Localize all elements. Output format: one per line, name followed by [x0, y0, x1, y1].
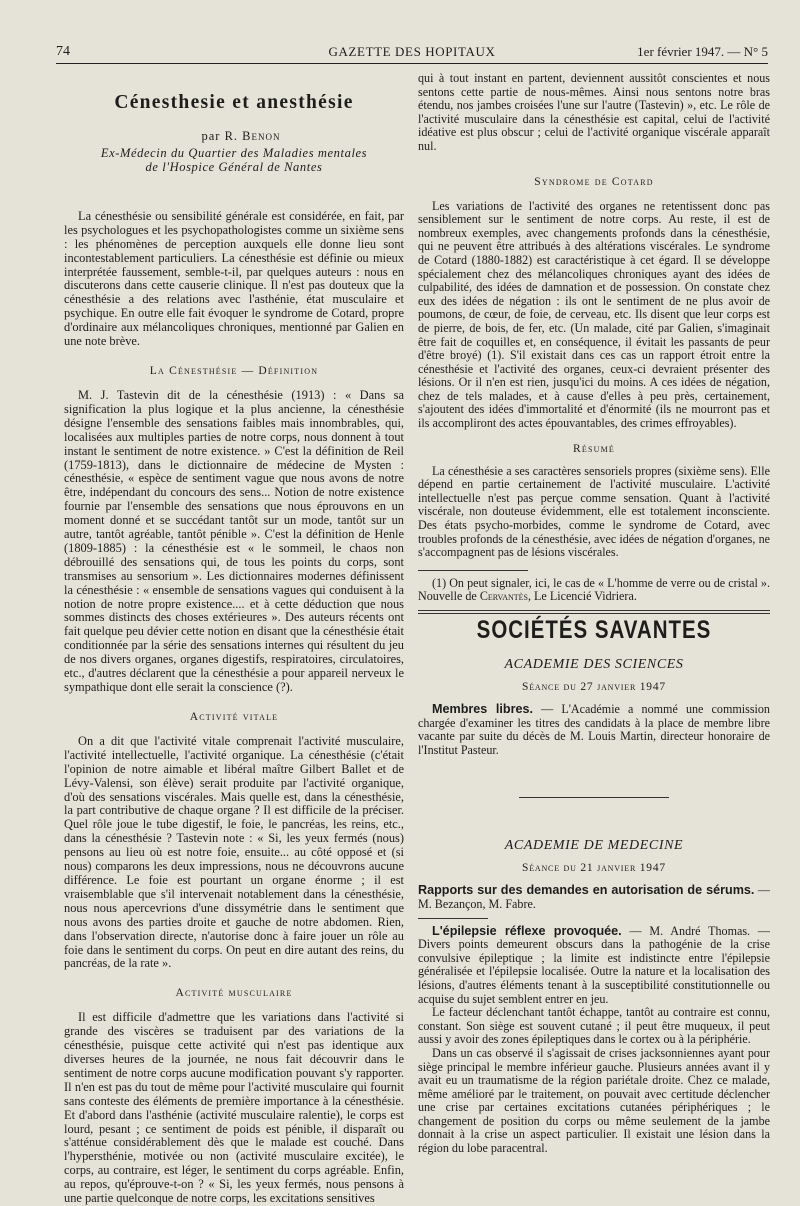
page-number: 74 [56, 44, 70, 59]
section-heading-muscular-activity: Activité musculaire [175, 987, 293, 1000]
author-name: Benon [242, 129, 281, 143]
muscular-activity-paragraph: Il est difficile d'admettre que les variations dans l'activité si grande des viscères se traduisent par des variations de la cénesthésie, puisque cette activité qui n'est pas identique aux diverses heures de la journée, ne nous fait découvrir dans le sentiment de notre corps aucune modification pouvant s'y rapporter. Il n'en est pas du tout de même pour l'activité musculaire qui fournit sans conteste des éléments de première importance à la cénesthésie. Et d'abord dans l'asthénie (activité musculaire ralentie), le corps est lourd, pesant ; ce sentiment de poids est pénible, il disparaît ou s'atténue considérablement dès que le malade est couché. Dans l'hypersthénie, motivée ou non (activité musculaire excitée), le corps, au contraire, est léger, le sentiment du corps agréable. Enfin, au repos, qu'éprouve-t-on ? « Si, les yeux fermés, nous pensons à une partie quelconque de notre corps, les excitations sensitives [64, 1010, 404, 1206]
section-heading-definition: La Cénesthésie — Définition [149, 364, 319, 377]
epilepsie-lead: L'épilepsie réflexe provoquée. [432, 923, 622, 938]
section-divider [519, 797, 669, 798]
section-heading-cotard: Syndrome de Cotard [534, 175, 654, 188]
rapports-lead: Rapports sur des demandes en autorisation de sérums. [418, 883, 755, 898]
rapports-text: — M. Bezançon, M. Fabre. [418, 883, 770, 911]
footnote-text: (1) On peut signaler, ici, le cas de « L'homme de verre ou de cristal ». Nouvelle de [418, 575, 770, 604]
footnote-rule [418, 570, 528, 571]
header-rule [56, 63, 768, 64]
medecine-session-date: Séance du 21 janvier 1947 [522, 862, 666, 875]
sciences-paragraph [418, 703, 770, 757]
section-heading-vital-activity: Activité vitale [189, 710, 279, 723]
author-affiliation [64, 146, 404, 174]
summary-paragraph: La cénesthésie a ses caractères sensoriels propres (sixième sens). Elle dépend en partie certainement de l'activité musculaire. L'activité intellectuelle n'est pas perçue comme sensation. Quant à l'activité viscérale, non douteuse évidemment, elle est totalement inconsciente. Des états psycho-morbides, comme le syndrome de Cotard, avec troubles profonds de la cénesthésie, avec idées de négation d'organes, ne s'accompagnent pas de lésions viscérales. [418, 463, 770, 560]
academy-sciences-title: ACADEMIE DES SCIENCES [504, 657, 684, 672]
continued-paragraph: qui à tout instant en partent, deviennent aussitôt conscientes et nous sentons cette partie de nous-mêmes. Ainsi nous sentons notre bras étendu, nos jambes croisées l'une sur l'autre (Tastevin) », etc. Le rôle de l'activité musculaire dans la cénesthésie est capital, celui de l'activité idéative est plus obscur ; celui de l'activité organique viscérale apparaît nul. [418, 71, 770, 153]
definition-paragraph: M. J. Tastevin dit de la cénesthésie (1913) : « Dans sa signification la plus logique et la plus ancienne, la cénesthésie désigne l'ensemble des sensations faibles mais innombrables, qui, localisées aux multiples parties de notre corps, nous donnent à tout instant le sentiment de notre existence. » C'est la définition de Reil (1759-1813), dans le dictionnaire de médecine de Mysten : cénesthésie, « espèce de sentiment vague que nous avons de notre être, indépendant du concours des sens... Notion de notre existence fournie par l'ensemble des sensations que nous éprouvons en un moment donné et se succédant tantôt sur un mode, tantôt sur un autre, tantôt agréable, tantôt pénible ». C'est la définition de Henle (1809-1885) : la cénesthésie est « le sommeil, le chaos non débrouillé des sensations qui, de tous les points du corps, sont transmises au sensorium ». Les dictionnaires modernes définissent la cénesthésie : « ensemble de sensations vagues qui conduisent à la notion de notre propre existence.... et à cette déduction que nous sommes distincts des choses extérieures ». Des auteurs récents ont fait quelque peu dévier cette notion en disant que la cénesthésie était conditionnée par la série des sensations internes qui résultent du jeu de nos divers organes, organes digestifs, respiratoires, circulatoires, etc., d'autres déclarent que la cénesthésie a pour appareil nerveux le sympathique dont elle serait la conscience (?). [64, 387, 404, 694]
journal-title: GAZETTE DES HOPITAUX [328, 44, 496, 59]
byline [64, 130, 404, 144]
section-heading-summary: Résumé [573, 442, 615, 455]
societies-banner: SOCIÉTÉS SAVANTES [476, 616, 712, 644]
sciences-text: — L'Académie a nommé une commission chargée d'examiner les titres des candidats à la place de membre libre vacante par suite du décès de M. Louis Martin, directeur honoraire de l'Institut Pasteur. [418, 702, 770, 757]
author-prefix: par R. [201, 129, 239, 143]
affiliation-line-2: de l'Hospice Général de Nantes [145, 159, 323, 174]
right-column [418, 72, 770, 1156]
intro-paragraph: La cénesthésie ou sensibilité générale est considérée, en fait, par les psychologues et les psychopathologistes comme un sixième sens : les phénomènes de perception auxquels elle donne lieu sont incontestablement particuliers. La cénesthésie est définie ou mieux interprétée faussement, semble-t-il, par quelques auteurs : nous en discuterons dans cette causerie clinique. Il n'est pas douteux que la cénesthésie a des relations avec l'asthénie, état musculaire et psychique. En outre elle fait évoquer le syndrome de Cotard, propre d'ordinaire aux mélancoliques chroniques, mentionné par Galien en une note brève. [64, 208, 404, 349]
footnote-author: Cervantès [479, 589, 528, 604]
affiliation-line-1: Ex-Médecin du Quartier des Maladies mentales [100, 145, 368, 160]
issue-date: 1er février 1947. — N° 5 [637, 44, 768, 59]
banner-rule [418, 610, 770, 614]
epilepsie-paragraph-2: Le facteur déclenchant tantôt échappe, tantôt au contraire est connu, constant. Son siège est souvent cutané ; il peut être muqueux, il peut aussi y avoir des zones épileptiques dans le cortex ou à la périphérie. [418, 1005, 770, 1047]
left-column [64, 70, 404, 1206]
academy-medecine-title: ACADEMIE DE MEDECINE [504, 838, 684, 854]
vital-activity-paragraph: On a dit que l'activité vitale comprenait l'activité musculaire, l'activité intellectuelle, l'activité organique. La cénesthésie (c'était l'opinion de notre aimable et libéral maître Gilbert Ballet et de Lévy-Valensi, son élève) serait produite par l'activité organique, d'où des sensations viscérales. Mais quelle est, dans la cénesthésie, la part contributive de chaque organe ? Il est difficile de la préciser. Quel rôle joue le tube digestif, le foie, le pancréas, les reins, etc., dans la cénesthésie ? Tastevin note : « Si, les yeux fermés (nous) pensons au lieu où est notre foie, ensuite... au côté opposé et (si nous) comparons les deux impressions, nous ne découvrons aucune différence. Le foie est pourtant un organe énorme ; il est vraisemblable que s'il intervenait notablement dans la cénesthésie, nous nous apercevrions d'une dissymétrie dans le sentiment que nous avons des parties droite et gauche de notre abdomen. Rien, dans l'observation directe, n'autorise donc à faire jouer un rôle au foie dans le sentiment du corps. On peut en dire autant des reins, du pancréas, de la rate ». [64, 733, 404, 971]
sciences-session-date: Séance du 27 janvier 1947 [522, 681, 666, 693]
epilepsie-paragraph-3: Dans un cas observé il s'agissait de crises jacksonniennes ayant pour siège principal le membre inférieur gauche. Plusieurs années avant il y avait eu un traumatisme de la région pariétale droite. Chez ce malade, même amélioré par le traitement, on pouvait avec certitude déclencher une crise par certaines excitations cutanées périphériques ; le changement de position du corps ou même seulement de la jambe donnait à la crise un aspect particulier. Il existait une lésion dans la région du lobe paracentral. [418, 1045, 770, 1156]
epilepsie-paragraph [418, 925, 770, 1007]
rapports-divider [418, 918, 488, 919]
rapports-paragraph [418, 884, 770, 911]
article-title: Cénesthesie et anesthésie [114, 92, 354, 113]
footnote-end: , Le Licencié Vidriera. [528, 589, 637, 604]
cotard-paragraph: Les variations de l'activité des organes ne retentissent donc pas sensiblement sur le sentiment de notre corps. Au reste, il est de nombreux exemples, avec changements profonds dans la cénesthésie, qui ne peuvent être attribués à des altérations viscérales. Le syndrome de Cotard (1880-1882) est caractéristique à cet égard. Il se développe spécialement chez des mélancoliques chroniques ayant des idées de culpabilité, des idées de damnation et de possession. On constate chez eux des idées de négation : ils ont le sentiment de ne plus avoir de poumons, de cœur, de foie, de cerveau, etc. Ils disent que leur corps est de pierre, de bois, de fer, etc. (Un malade, cité par Galien, s'imaginait être fait de coquilles et, en conséquence, il évitait les passants de peur d'être broyé) (1). S'il existait dans ces cas un rapport étroit entre la cénesthésie et l'activité des organes, ceux-ci devraient présenter des lésions. Or il n'en est rien, jusqu'ici du moins. A ces idées de négation, chez de tels malades, et à cause d'elles à peu près, certainement, s'ajoutent des idées d'immortalité et d'énormité (ils ne mourront pas et ils accompliront des actes épouvantables, des crimes effroyables). [418, 198, 770, 431]
sciences-lead: Membres libres. [432, 702, 533, 716]
page-header [56, 44, 768, 64]
epilepsie-author: — M. André Thomas. [621, 923, 751, 938]
footnote [418, 577, 770, 604]
epilepsie-text: — Divers points demeurent obscurs dans la pathogénie de la crise convulsive épileptique ; la limite est indistincte entre l'épilepsie généralisée et l'épilepsie localisée. Outre la nature et la localisation des lésions, d'autres éléments tenant à la susceptibilité constitutionnelle ou acquise du sujet semblent entrer en jeu. [418, 923, 770, 1006]
